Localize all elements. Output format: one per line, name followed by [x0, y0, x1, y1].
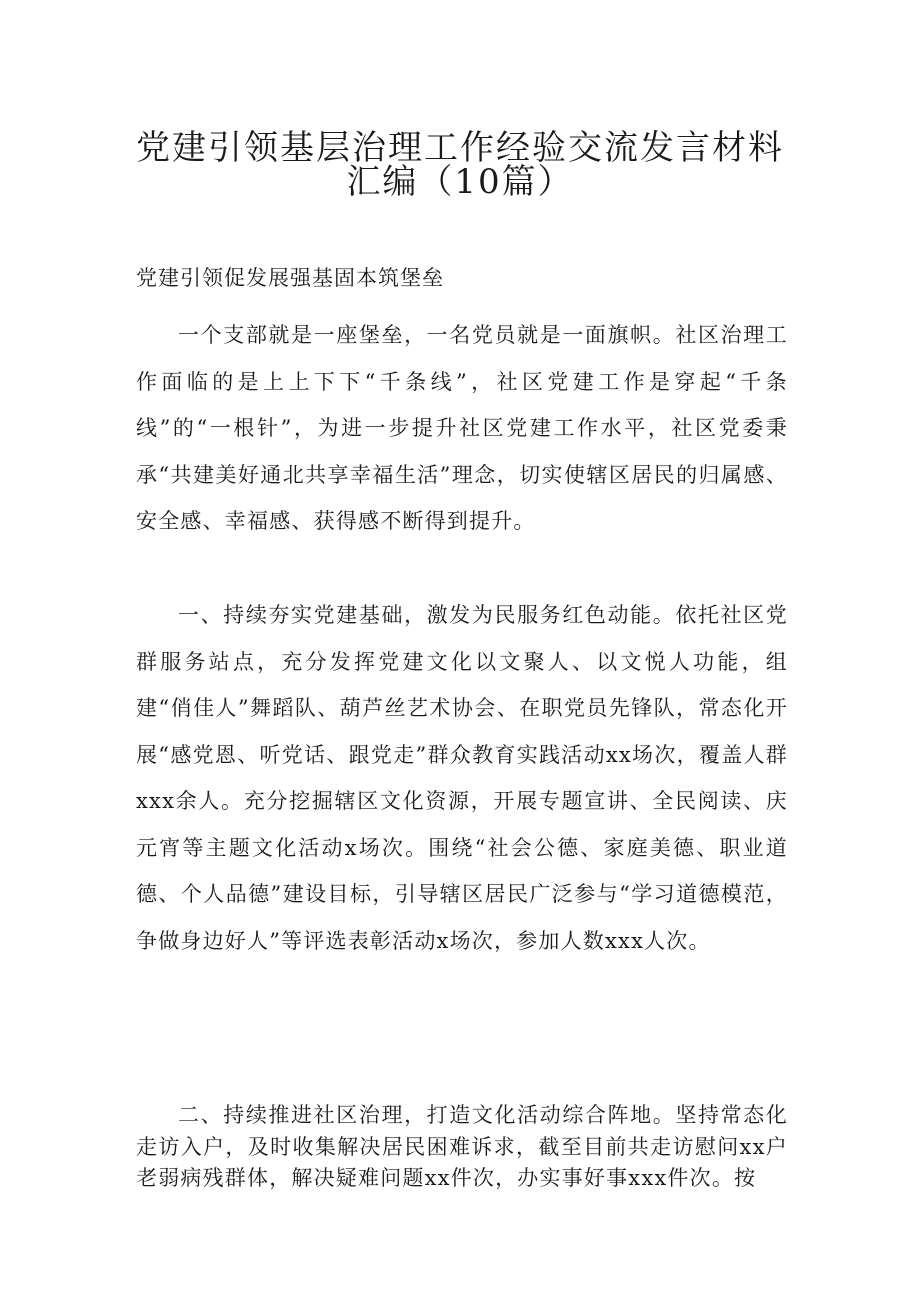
document-title-line-1: 党建引领基层治理工作经验交流发言材料	[136, 128, 784, 168]
section-title: 党建引领促发展强基固本筑堡垒	[136, 266, 444, 290]
paragraph-section-2: 二、持续推进社区治理，打造文化活动综合阵地。坚持常态化走访入户，及时收集解决居民困难诉求，截至目前共走访慰问xx户老弱病残群体，解决疑难问题xx件次，办实事好事xxx件次。按	[136, 1103, 788, 1190]
document-title-line-2: 汇编（10篇）	[346, 162, 574, 202]
paragraph-section-1: 一、持续夯实党建基础，激发为民服务红色动能。依托社区党群服务站点，充分发挥党建文化以文聚人、以文悦人功能，组建“俏佳人”舞蹈队、葫芦丝艺术协会、在职党员先锋队，常态化开展“感党恩、听党话、跟党走”群众教育实践活动xx场次，覆盖人群xxx余人。充分挖掘辖区文化资源，开展专题宣讲、全民阅读、庆元宵等主题文化活动x场次。围绕“社会公德、家庭美德、职业道德、个人品德”建设目标，引导辖区居民广泛参与“学习道德模范，争做身边好人”等评选表彰活动x场次，参加人数xxx人次。	[136, 603, 788, 953]
paragraph-intro: 一个支部就是一座堡垒，一名党员就是一面旗帜。社区治理工作面临的是上上下下“千条线”，社区党建工作是穿起“千条线”的“一根针”，为进一步提升社区党建工作水平，社区党委秉承“共建美好通北共享幸福生活”理念，切实使辖区居民的归属感、安全感、幸福感、获得感不断得到提升。	[136, 323, 788, 533]
